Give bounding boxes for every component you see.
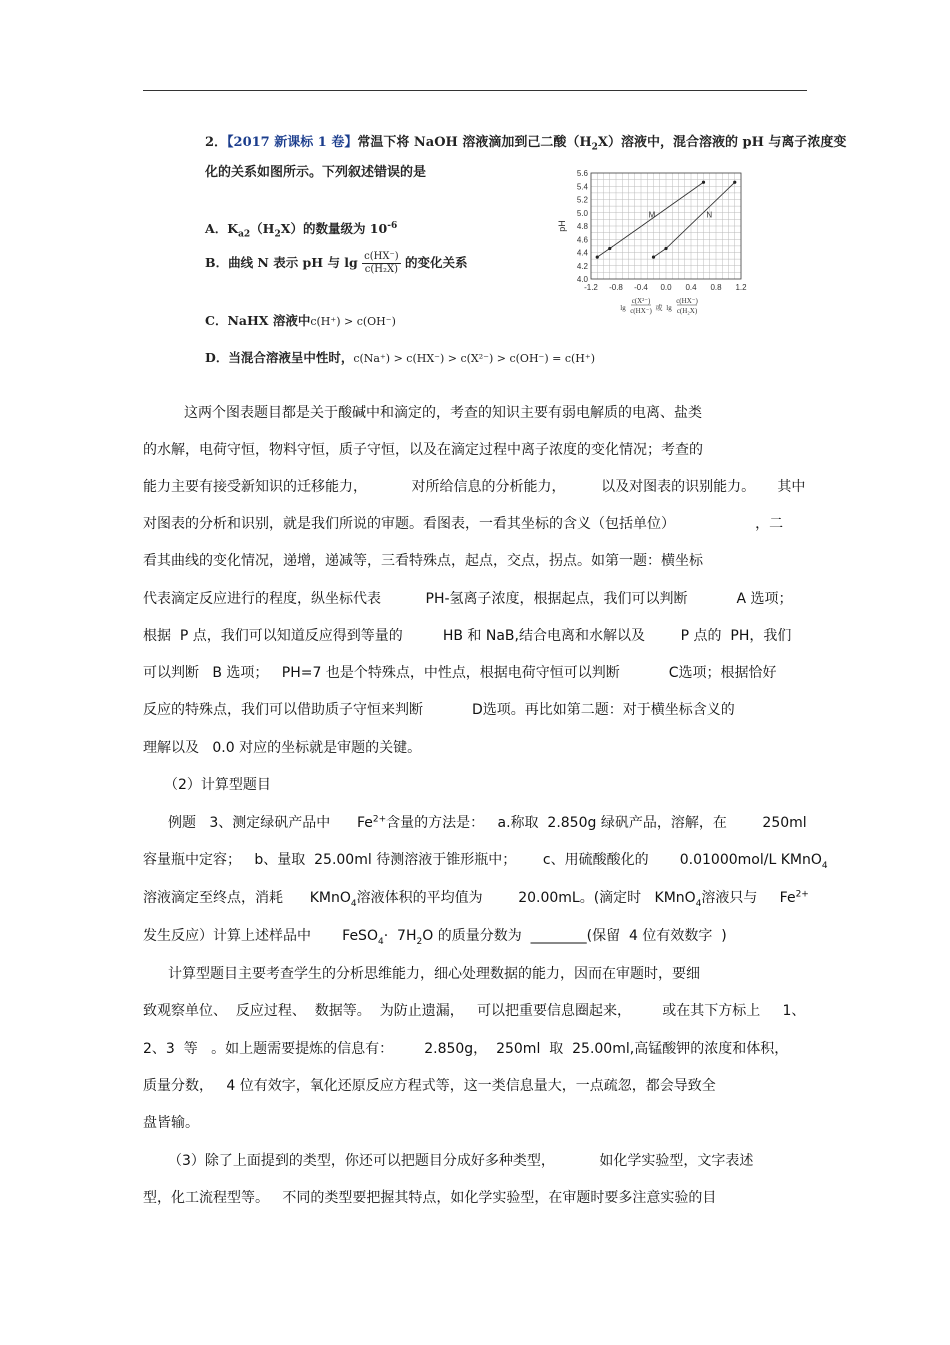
y-tick-label: 5.6: [576, 169, 588, 178]
question-stem-line1: 2．【2017 新课标 1 卷】常温下将 NaOH 溶液滴加到己二酸$(H_2X)$溶液中，混合溶液的 pH 与离子浓度变: [205, 135, 847, 153]
paragraph-line: 根据 P 点，我们可以知道反应得到等量的 HB 和 NaB,结合电离和水解以及 P 点的 PH，我们: [143, 628, 792, 644]
x-tick-label: 0.4: [685, 283, 697, 292]
y-tick-label: 4.8: [576, 222, 588, 231]
y-tick-label: 5.2: [576, 195, 588, 205]
x-tick-label: 1.2: [735, 283, 747, 292]
paragraph-line: 盘皆输。: [143, 1115, 199, 1131]
example-line1: 例题 3、测定绿矾产品中 $Fe^{2+}$含量的方法是： a.称取 2.850g 绿矾产品，溶解，在 250ml: [168, 814, 807, 831]
y-tick-label: 5.4: [576, 182, 588, 192]
option-a: A．$K_{a2}(H_2X)$的数量级为 $10^{-6}$: [205, 220, 398, 240]
x-label-or: 或: [655, 304, 663, 312]
paragraph-line: 能力主要有接受新知识的迁移能力， 对所给信息的分析能力， 以及对图表的识别能力。 其中: [143, 479, 806, 495]
paragraph-line: 理解以及 0.0 对应的坐标就是审题的关键。: [143, 740, 422, 756]
x-label-lg: lg: [620, 304, 626, 312]
data-point-M: [608, 247, 611, 250]
example-line3: 溶液滴定至终点，消耗 KMnO$_4$溶液体积的平均值为 20.00mL。(滴定时 KMnO$_4$溶液只与 $Fe^{2+}$: [143, 889, 809, 909]
y-tick-label: 4.4: [576, 248, 588, 258]
series-label-M: M: [648, 210, 656, 220]
paragraph-line: 代表滴定反应进行的程度，纵坐标代表 PH-氢离子浓度，根据起点，我们可以判断 A 选项；: [143, 591, 793, 607]
question-figure: [187, 123, 847, 388]
question-stem-line2: 化的关系如图所示。下列叙述错误的是: [205, 165, 427, 180]
y-tick-label: 4.0: [576, 275, 588, 284]
x-tick-label: 0.8: [710, 283, 722, 292]
x-label-lg: lg: [666, 304, 672, 312]
option-c: C．NaHX 溶液中c(H⁺) > c(OH⁻): [205, 313, 396, 328]
paragraph-line: 型，化工流程型等。 不同的类型要把握其特点，如化学实验型，在审题时要多注意实验的目: [143, 1190, 717, 1206]
paragraph-line: 2、3 等 。如上题需要提炼的信息有： 2.850g， 250ml 取 25.00ml,高锰酸钾的浓度和体积，: [143, 1041, 789, 1057]
y-tick-label: 4.6: [576, 235, 588, 245]
y-tick-label: 4.2: [576, 261, 588, 271]
paragraph-line: 质量分数， 4 位有效字，氧化还原反应方程式等，这一类信息量大，一点疏忽，都会导致全: [143, 1078, 716, 1094]
ph-chart: [555, 163, 755, 323]
paragraph-line: （2）计算型题目: [164, 777, 271, 793]
data-point-M: [702, 181, 705, 184]
paragraph-line: 计算型题目主要考查学生的分析思维能力，细心处理数据的能力，因而在审题时，要细: [168, 966, 700, 982]
y-axis-label: pH: [557, 220, 567, 232]
data-point-N: [652, 256, 655, 259]
paragraph-line: 反应的特殊点，我们可以借助质子守恒来判断 D选项。再比如第二题：对于横坐标含义的: [143, 702, 735, 718]
x-label-den: c(H₂X): [676, 307, 698, 315]
paragraph-line: （3）除了上面提到的类型，你还可以把题目分成好多种类型， 如化学实验型，文字表述: [168, 1153, 754, 1169]
x-tick-label: -1.2: [584, 283, 598, 292]
paragraph-line: 的水解，电荷守恒，物料守恒，质子守恒，以及在滴定过程中离子浓度的变化情况；考查的: [143, 442, 703, 458]
y-tick-label: 5.0: [576, 208, 588, 218]
paragraph-line: 致观察单位、 反应过程、 数据等。 为防止遗漏， 可以把重要信息圈起来， 或在其下方标上 1、: [143, 1003, 806, 1019]
paragraph-line: 可以判断 B 选项； PH=7 也是个特殊点，中性点，根据电荷守恒可以判断 C选项；根据恰好: [143, 665, 777, 681]
paragraph-line: 看其曲线的变化情况，递增，递减等，三看特殊点，起点，交点，拐点。如第一题：横坐标: [143, 553, 703, 569]
data-point-N: [733, 181, 736, 184]
data-point-M: [596, 256, 599, 259]
x-label-num: c(X²⁻): [631, 297, 651, 305]
paragraph-line: 对图表的分析和识别，就是我们所说的审题。看图表，一看其坐标的含义（包括单位） ，二: [143, 516, 784, 532]
series-label-N: N: [706, 210, 713, 220]
data-point-N: [664, 247, 667, 250]
x-label-num: c(HX⁻): [676, 297, 698, 305]
paragraph-line: 这两个图表题目都是关于酸碱中和滴定的，考查的知识主要有弱电解质的电离、盐类: [184, 405, 702, 421]
option-b: B．曲线 N 表示 pH 与 lg $\frac{c(HX^-)}{\text{c(H₂X)}}$ 的变化关系: [205, 251, 468, 275]
option-b-fraction: $\frac{c(HX^-)}{\text{c(H₂X)}}$: [364, 251, 399, 275]
question-tag: 【2017 新课标 1 卷】: [227, 135, 358, 150]
option-d: D．当混合溶液呈中性时，c(Na⁺) > c(HX⁻) > c(X²⁻) > c(OH⁻) = c(H⁺): [205, 350, 595, 365]
x-tick-label: 0.0: [660, 283, 672, 292]
example-line2: 容量瓶中定容； b、量取 25.00ml 待测溶液于锥形瓶中； c、用硫酸酸化的 0.01000mol/L KMnO$_4$: [143, 852, 828, 871]
example-line4: 发生反应）计算上述样品中 FeSO$_4$· $7H_2O$ 的质量分数为 ________(保留 4 位有效数字 ): [143, 928, 727, 947]
header-rule: [143, 90, 807, 91]
x-tick-label: -0.4: [634, 283, 648, 292]
x-tick-label: -0.8: [609, 283, 623, 292]
x-label-den: c(HX⁻): [630, 307, 652, 315]
